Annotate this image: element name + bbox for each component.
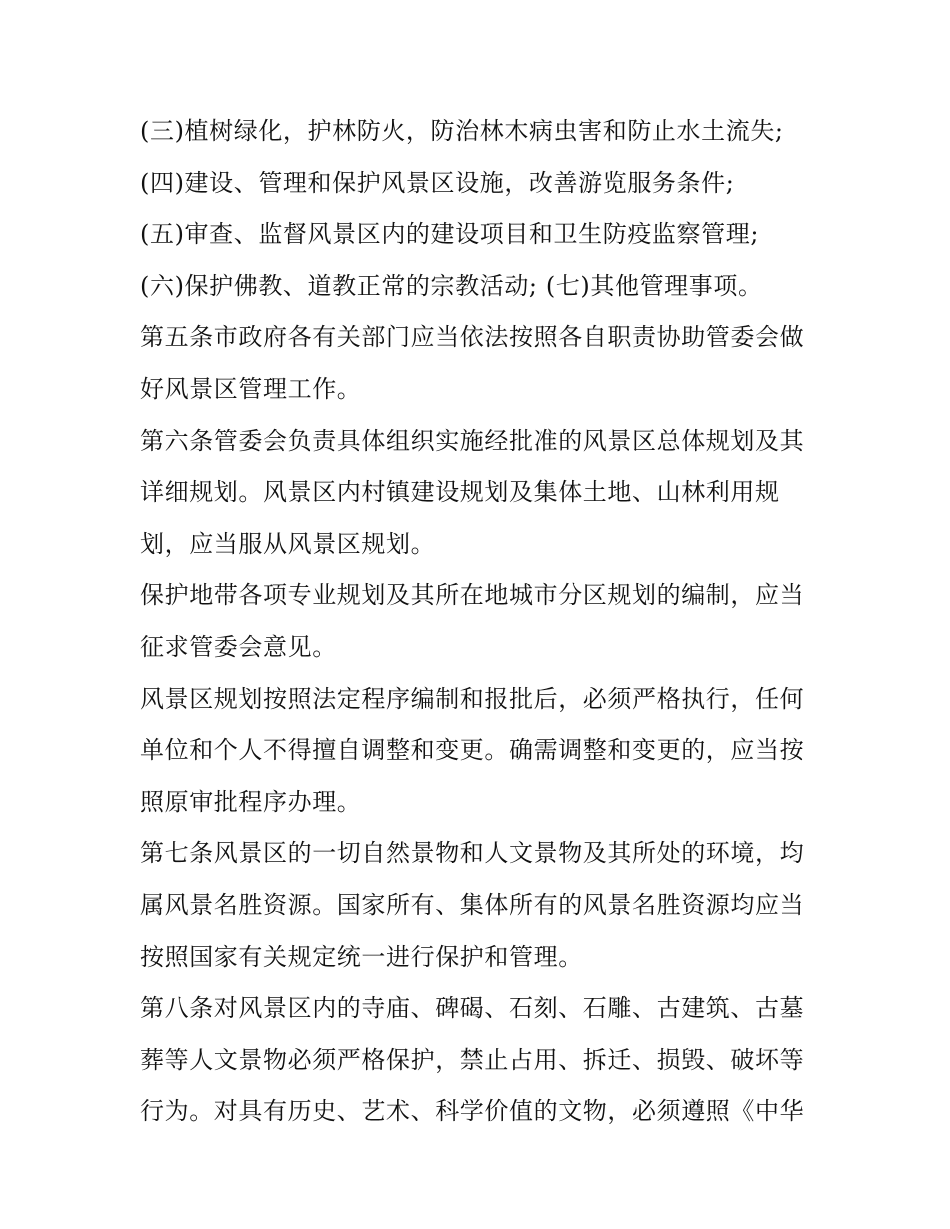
text-line: 详细规划。风景区内村镇建设规划及集体土地、山林利用规 — [140, 478, 780, 507]
text-line: 属风景名胜资源。国家所有、集体所有的风景名胜资源均应当 — [140, 890, 805, 919]
text-line: (四)建设、管理和保护风景区设施，改善游览服务条件; — [140, 168, 735, 197]
text-line: 保护地带各项专业规划及其所在地城市分区规划的编制，应当 — [140, 581, 805, 610]
text-line: 第六条管委会负责具体组织实施经批准的风景区总体规划及其 — [140, 426, 805, 455]
text-line: 第五条市政府各有关部门应当依法按照各自职责协助管委会做 — [140, 323, 805, 352]
text-line: 单位和个人不得擅自调整和变更。确需调整和变更的，应当按 — [140, 736, 805, 765]
text-line: 照原审批程序办理。 — [140, 787, 362, 816]
text-line: 风景区规划按照法定程序编制和报批后，必须严格执行，任何 — [140, 684, 805, 713]
text-line: 划，应当服从风景区规划。 — [140, 529, 436, 558]
text-line: 第七条风景区的一切自然景物和人文景物及其所处的环境，均 — [140, 839, 805, 868]
text-line: (六)保护佛教、道教正常的宗教活动; (七)其他管理事项。 — [140, 271, 763, 300]
text-line: 征求管委会意见。 — [140, 632, 337, 661]
text-line: 葬等人文景物必须严格保护，禁止占用、拆迁、损毁、破坏等 — [140, 1045, 805, 1074]
text-line: (五)审查、监督风景区内的建设项目和卫生防疫监察管理; — [140, 220, 760, 249]
text-line: 第八条对风景区内的寺庙、碑碣、石刻、石雕、古建筑、古墓 — [140, 994, 805, 1023]
text-line: (三)植树绿化，护林防火，防治林木病虫害和防止水土流失; — [140, 117, 784, 145]
text-line: 行为。对具有历史、艺术、科学价值的文物，必须遵照《中华 — [140, 1097, 805, 1126]
text-line: 好风景区管理工作。 — [140, 374, 362, 403]
text-line: 按照国家有关规定统一进行保护和管理。 — [140, 942, 583, 971]
document-body — [140, 106, 820, 1138]
